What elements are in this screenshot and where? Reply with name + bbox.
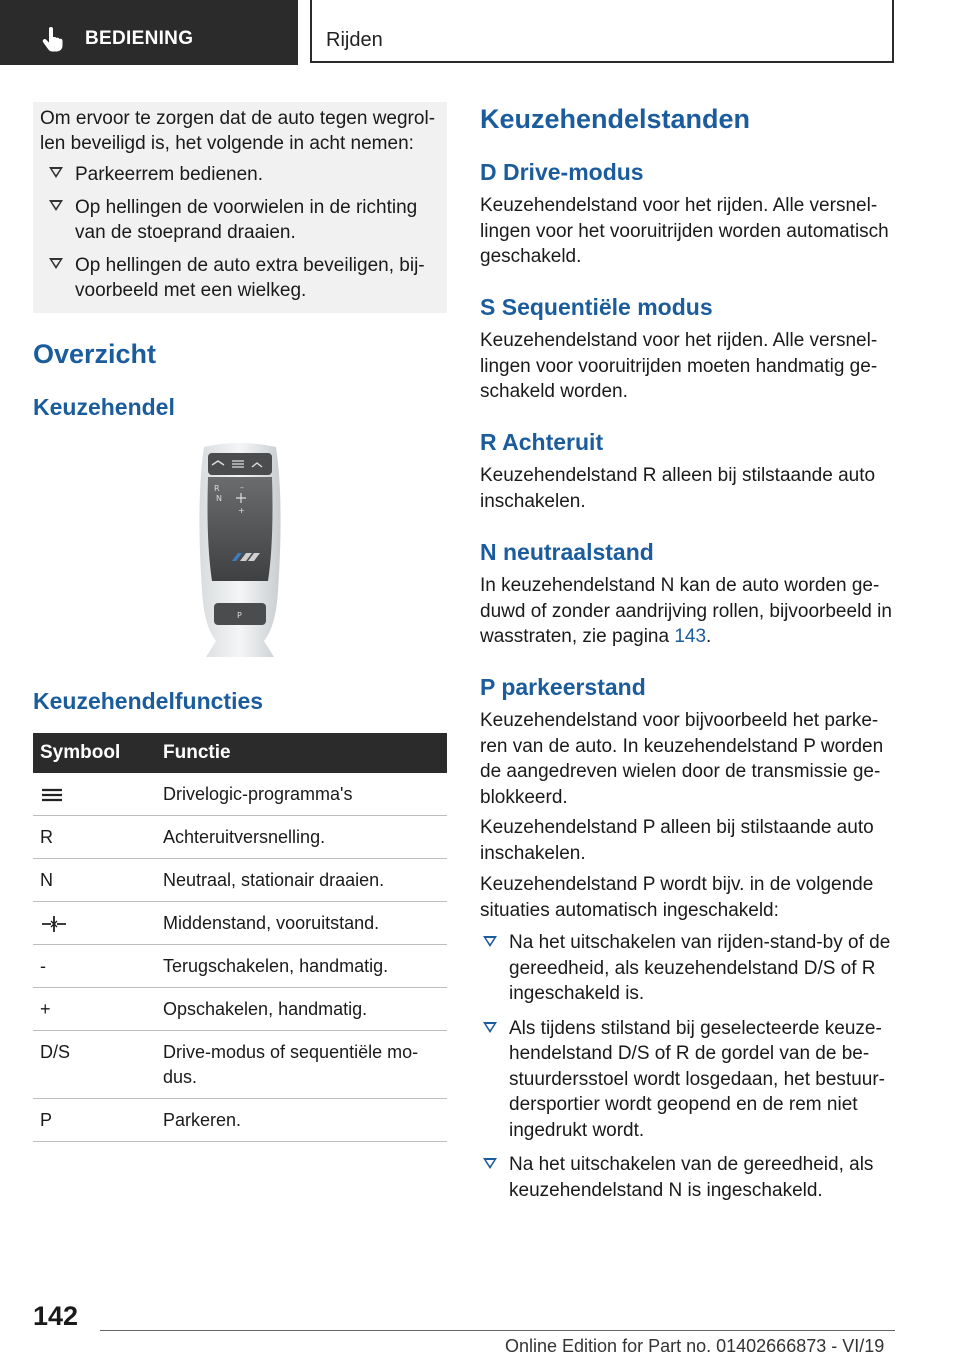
table-header-row [33, 733, 447, 773]
section-tab [0, 0, 298, 65]
list-item: Als tijdens stilstand bij geselecteerde keuzehendelstand D/S of R de gordel van de bestuurdersstoel wordt losgedaan, het bestuurdersportier wordt geopend en de rem niet ingedrukt wordt. [480, 1016, 898, 1144]
sequential-text: Keuzehendelstand voor het rijden. Alle versnellingen voor vooruitrijden moeten handmatig geschakeld worden. [480, 330, 878, 402]
overview-heading: Overzicht [33, 339, 157, 369]
park-list [480, 930, 898, 1212]
symbol-cell: P [33, 1099, 157, 1142]
list-item: Op hellingen de voorwielen in de richting van de stoeprand draaien. [40, 195, 439, 245]
page-number: 142 [33, 1301, 79, 1331]
functions-heading: Keuzehendelfuncties [33, 688, 264, 714]
symbol-cell: R [33, 816, 157, 859]
function-cell: Opschakelen, handmatig. [157, 988, 447, 1031]
symbol-cell [33, 902, 157, 945]
selector-heading: Keuzehendel [33, 394, 175, 420]
table-row [33, 1099, 447, 1142]
list-item: Na het uitschakelen van rijden-stand-by of de gereedheid, als keuzehendelstand D/S of R ingeschakeld is. [480, 930, 898, 1007]
sequential-heading: S Sequentiële modus [480, 294, 713, 320]
label-r: R [214, 484, 220, 493]
park-text-3: Keuzehendelstand P wordt bijv. in de volgende situaties automatisch ingeschakeld: [480, 874, 874, 921]
safety-note [33, 102, 447, 313]
park-heading: P parkeerstand [480, 674, 646, 700]
function-cell: Drive-modus of sequentiële modus. [157, 1031, 447, 1099]
table-row [33, 1031, 447, 1099]
drive-text: Keuzehendelstand voor het rijden. Alle versnellingen voor het vooruitrijden worden automatisch geschakeld. [480, 195, 889, 267]
positions-heading: Keuzehendelstanden [480, 104, 751, 134]
symbol-cell: - [33, 945, 157, 988]
header-function: Functie [157, 733, 447, 773]
note-list [40, 162, 439, 303]
drivelogic-icon [40, 786, 64, 804]
list-item: Op hellingen de auto extra beveiligen, bijvoorbeeld met een wielkeg. [40, 253, 439, 303]
function-cell: Neutraal, stationair draaien. [157, 859, 447, 902]
gear-selector-image [194, 441, 286, 657]
function-cell: Drivelogic-programma's [157, 773, 447, 816]
chapter-tab [310, 0, 894, 63]
label-p: P [237, 611, 242, 620]
table-row [33, 945, 447, 988]
header-symbol: Symbool [33, 733, 157, 773]
footer-divider [100, 1330, 895, 1331]
symbol-cell [33, 773, 157, 816]
symbol-cell: N [33, 859, 157, 902]
page-link[interactable]: 143 [674, 626, 707, 647]
reverse-heading: R Achteruit [480, 429, 604, 455]
table-row [33, 902, 447, 945]
park-text-2: Keuzehendelstand P alleen bij stilstaande auto inschakelen. [480, 817, 874, 864]
hand-pointer-icon [40, 27, 66, 53]
chapter-title: Rijden [326, 29, 383, 51]
list-item: Na het uitschakelen van de gereedheid, als keuzehendelstand N is ingeschakeld. [480, 1152, 898, 1203]
triangle-bullet-icon [483, 936, 497, 947]
triangle-bullet-icon [49, 200, 63, 211]
table-row [33, 816, 447, 859]
function-cell: Middenstand, vooruitstand. [157, 902, 447, 945]
drive-heading: D Drive-modus [480, 159, 644, 185]
table-row [33, 988, 447, 1031]
label-plus: + [238, 506, 245, 515]
reverse-text: Keuzehendelstand R alleen bij stilstaande auto inschakelen. [480, 465, 876, 512]
functions-table [33, 733, 447, 1142]
label-n: N [216, 494, 222, 503]
triangle-bullet-icon [49, 258, 63, 269]
triangle-bullet-icon [483, 1022, 497, 1033]
symbol-cell: + [33, 988, 157, 1031]
function-cell: Achteruitversnelling. [157, 816, 447, 859]
list-item: Parkeerrem bedienen. [40, 162, 439, 187]
middle-position-icon [40, 914, 68, 934]
footer-edition: Online Edition for Part no. 01402666873 - VI/19 [505, 1336, 885, 1356]
park-text-1: Keuzehendelstand voor bijvoorbeeld het parkeren van de auto. In keuzehendelstand P worden de aangedreven wielen door de transmissie geblokkeerd. [480, 710, 884, 808]
neutral-text: In keuzehendelstand N kan de auto worden geduwd of zonder aandrijving rollen, bijvoorbeeld in wasstraten, zie pagina 143. [480, 575, 892, 647]
function-cell: Terugschakelen, handmatig. [157, 945, 447, 988]
table-row [33, 773, 447, 816]
label-minus: – [240, 483, 244, 492]
triangle-bullet-icon [49, 167, 63, 178]
table-row [33, 859, 447, 902]
triangle-bullet-icon [483, 1158, 497, 1169]
note-intro: Om ervoor te zorgen dat de auto tegen wegrollen beveiligd is, het volgende in acht nemen: [40, 108, 436, 154]
function-cell: Parkeren. [157, 1099, 447, 1142]
neutral-heading: N neutraalstand [480, 539, 654, 565]
symbol-cell: D/S [33, 1031, 157, 1099]
section-title: BEDIENING [85, 28, 194, 49]
